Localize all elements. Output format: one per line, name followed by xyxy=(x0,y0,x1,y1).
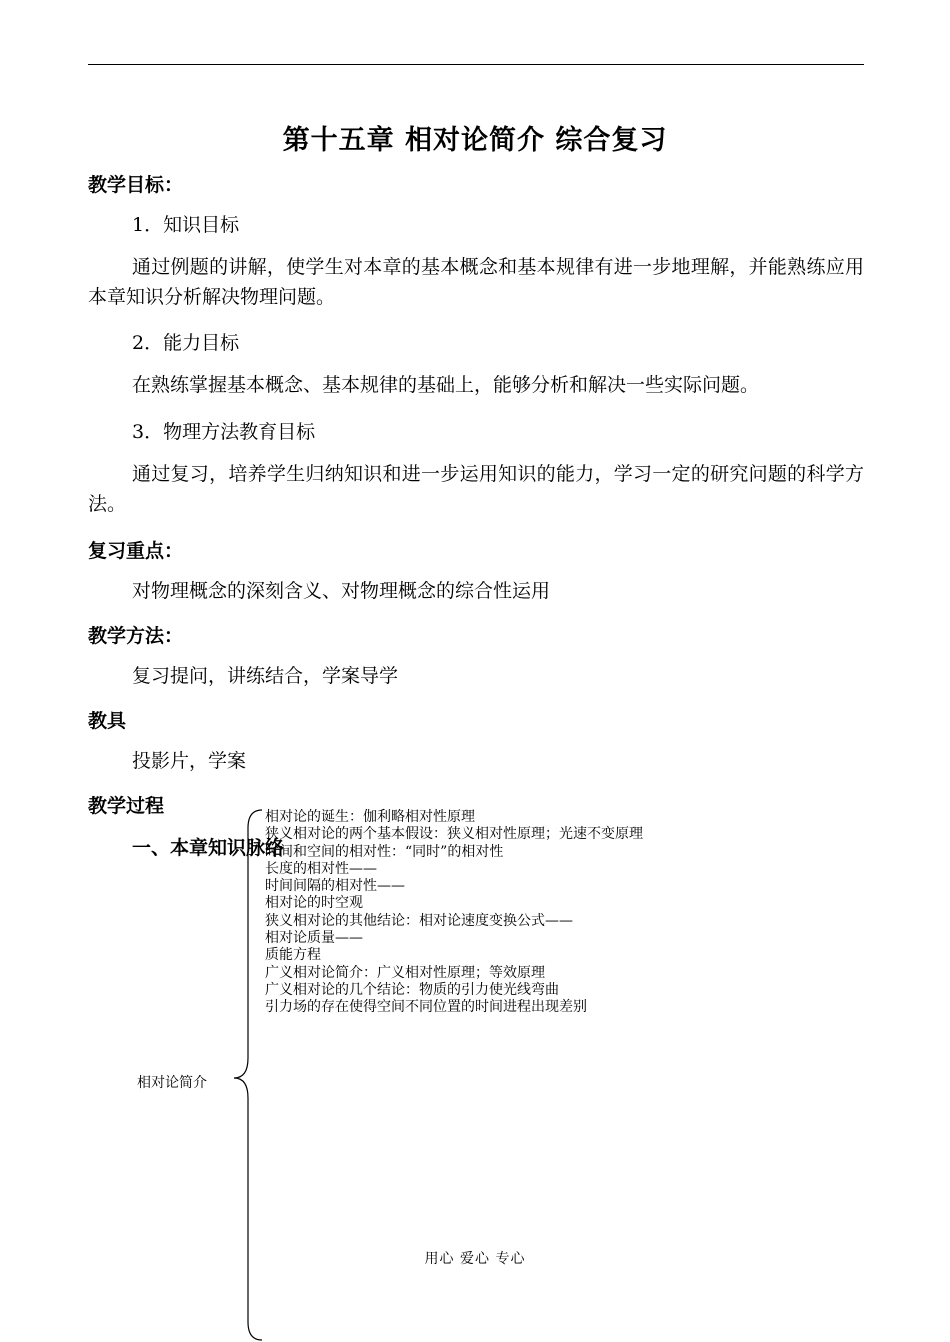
outline-heading: 一、本章知识脉络 xyxy=(132,837,285,859)
tools-heading: 教具 xyxy=(88,710,127,732)
objective2-label: 2．能力目标 xyxy=(132,332,240,354)
outline-item: 时间和空间的相对性：“同时”的相对性 xyxy=(265,843,504,860)
outline-item: 相对论的诞生：伽利略相对性原理 xyxy=(265,809,475,825)
page-title: 第十五章 相对论简介 综合复习 xyxy=(282,125,668,156)
outline-items xyxy=(265,809,643,1017)
objectives-heading: 教学目标： xyxy=(88,174,184,196)
process-heading: 教学过程 xyxy=(88,795,165,817)
outline-item: 质能方程 xyxy=(265,947,321,964)
focus-heading: 复习重点： xyxy=(88,540,184,562)
objective3-text: 通过复习，培养学生归纳知识和进一步运用知识的能力，学习一定的研究问题的科学方法。 xyxy=(88,463,864,515)
header-rule xyxy=(88,64,864,65)
outline-item: 时间间隔的相对性—— xyxy=(265,878,405,895)
focus-text: 对物理概念的深刻含义、对物理概念的综合性运用 xyxy=(132,580,551,602)
tools-text: 投影片，学案 xyxy=(132,750,247,772)
outline-root-label: 相对论简介 xyxy=(137,1075,207,1091)
method-text: 复习提问，讲练结合，学案导学 xyxy=(132,665,399,687)
objective1-label: 1．知识目标 xyxy=(132,214,240,236)
outline-item: 长度的相对性—— xyxy=(265,860,377,877)
outline-item: 相对论的时空观 xyxy=(265,895,363,912)
objective3-label: 3．物理方法教育目标 xyxy=(132,421,316,443)
outline-item: 狭义相对论的其他结论：相对论速度变换公式—— xyxy=(265,912,573,929)
outline-item: 狭义相对论的两个基本假设：狭义相对性原理；光速不变原理 xyxy=(265,826,643,843)
outline-item: 广义相对论简介：广义相对性原理；等效原理 xyxy=(265,964,545,981)
outline-item: 相对论质量—— xyxy=(265,930,363,947)
outline-item: 广义相对论的几个结论：物质的引力使光线弯曲 xyxy=(265,981,559,998)
outline-item: 引力场的存在使得空间不同位置的时间进程出现差别 xyxy=(265,999,587,1016)
objective2-text: 在熟练掌握基本概念、基本规律的基础上，能够分析和解决一些实际问题。 xyxy=(132,374,760,396)
page-footer: 用心 爱心 专心 xyxy=(424,1251,526,1267)
objective1-text: 通过例题的讲解，使学生对本章的基本概念和基本规律有进一步地理解，并能熟练应用本章知识分析解决物理问题。 xyxy=(88,256,864,308)
method-heading: 教学方法： xyxy=(88,625,184,647)
